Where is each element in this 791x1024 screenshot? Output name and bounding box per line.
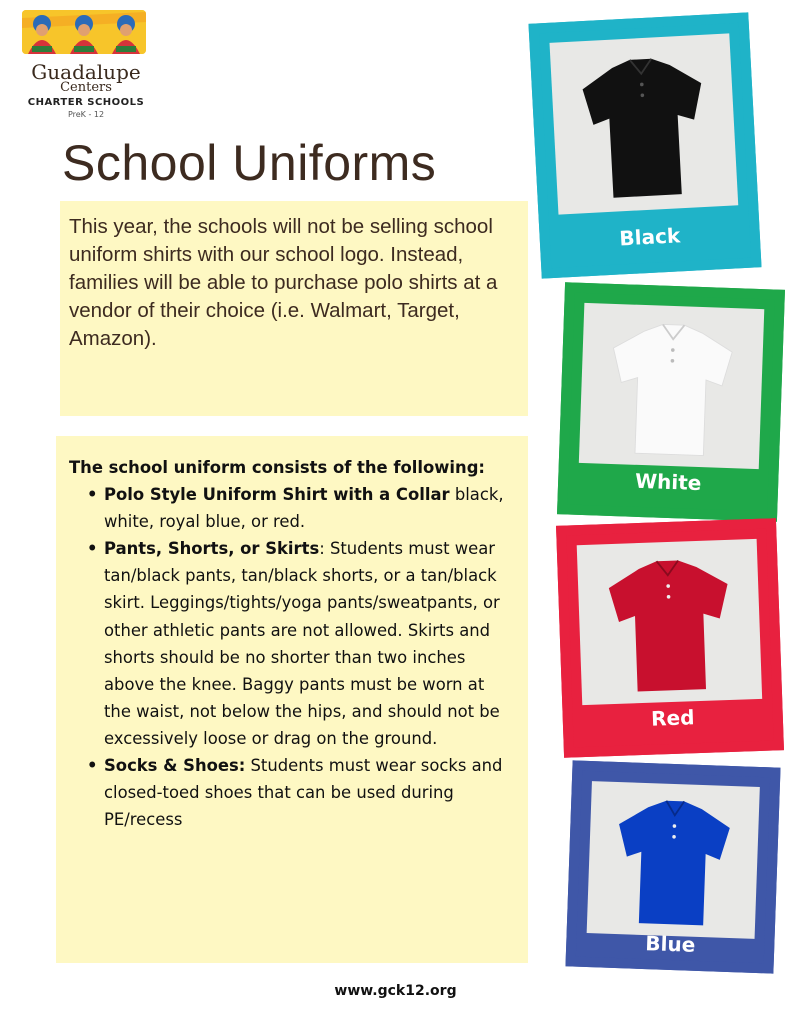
intro-text: This year, the schools will not be selling school uniform shirts with our school logo. Instead, families will be able to purchase polo shirts at a vendor of their choice (i.e. Walmart, Target, Amazon). [60,201,528,416]
school-logo [22,10,150,119]
shirt-label: Red [650,705,695,731]
list-item [87,535,516,752]
shirt-label: White [634,468,702,496]
logo-name: Guadalupe [31,60,141,84]
shirt-photo [577,539,762,705]
shirt-label: Black [618,223,681,251]
shirt-card-red [556,518,784,758]
shirt-photo [549,33,738,214]
rule-title: Socks & Shoes: [104,756,246,776]
polo-shirt-icon [549,33,738,214]
logo-subname: Centers [60,80,112,95]
rules-heading: The school uniform consists of the following: [69,458,485,477]
rule-title: Pants, Shorts, or Skirts [104,539,320,559]
list-item [87,481,516,535]
polo-shirt-icon [587,781,760,939]
rules-list [87,481,516,833]
shirt-card-black [528,12,761,278]
shirt-label: Blue [644,931,696,957]
logo-artwork [22,10,146,54]
rule-text: black, white, royal blue, or red. [104,485,504,532]
logo-figures-icon [22,10,146,54]
polo-shirt-icon [579,303,764,469]
website-link[interactable]: www.gck12.org [334,983,457,999]
shirt-photo [579,303,764,469]
shirt-photo [587,781,760,939]
rule-text: Students must wear socks and closed-toed shoes that can be used during PE/recess [104,756,503,830]
page-title: School Uniforms [62,135,437,191]
list-item [87,752,516,833]
uniform-rules [56,436,528,963]
shirt-card-white [557,282,785,522]
polo-shirt-icon [577,539,762,705]
rule-text: : Students must wear tan/black pants, tan/black shorts, or a tan/black skirt. Leggings/tights/yoga pants/sweatpants, or other athletic pants are not allowed. Skirts and shorts should be no shorter than two inches above the knee. Baggy pants must be worn at the waist, not below the hips, and should not be excessively loose or drag on the ground. [104,539,500,748]
shirt-card-blue [565,760,780,973]
logo-grades: PreK - 12 [67,110,105,119]
rule-title: Polo Style Uniform Shirt with a Collar [104,485,450,505]
logo-schools: CHARTER SCHOOLS [27,97,145,108]
